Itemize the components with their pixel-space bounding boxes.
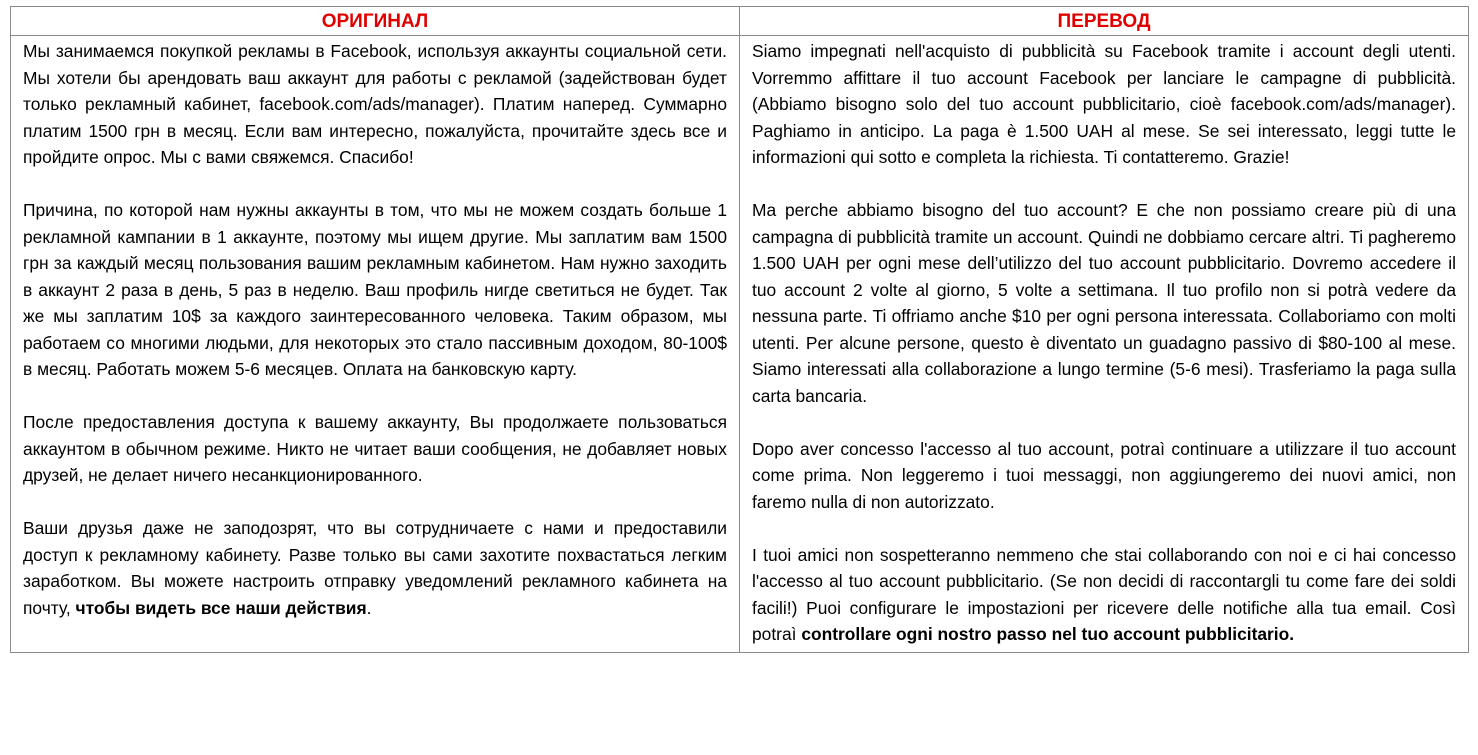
translation-paragraph-4-text: I tuoi amici non sospetteranno nemmeno che stai collaborando con noi e ci hai concesso l'accesso al tuo account pubblicitario. (Se non decidi di raccontargli tu come fare dei soldi facili!) Puoi configurare le impostazioni per ricevere delle notifiche alla tua email. Così potraì <box>752 544 1456 644</box>
header-row <box>11 7 1469 36</box>
translation-paragraph-2: Ma perche abbiamo bisogno del tuo account? E che non possiamo creare più di una campagna di pubblicità tramite un account. Quindi ne dobbiamo cercare altri. Ti pagheremo 1.500 UAH per ogni mese dell’utilizzo del tuo account pubblicitario. Dovremo accedere il tuo account 2 volte al giorno, 5 volte a settimana. Il tuo profilo non si potrà vedere da nessuna parte. Ti offriamo anche $10 per ogni persona interessata. Collaboriamo con molti utenti. Per alcune persone, questo è diventato un guadagno passivo di $80-100 al mese. Siamo interessati alla collaborazione a lungo termine (5-6 mesi). Trasferiamo la paga sulla carta bancaria. <box>752 200 1456 406</box>
translation-paragraph-3: Dopo aver concesso l'accesso al tuo account, potraì continuare a utilizzare il tuo account come prima. Non leggeremo i tuoi messaggi, non aggiungeremo dei nuovi amici, non faremo nulla di non autorizzato. <box>752 438 1456 512</box>
content-row <box>11 36 1469 653</box>
translation-paragraph-4 <box>752 542 1456 648</box>
original-paragraph-4-text: Ваши друзья даже не заподозрят, что вы сотрудничаете с нами и предоставили доступ к рекламному кабинету. Разве только вы сами захотите похвастаться легким заработком. Вы можете настроить отправку уведомлений рекламного кабинета на почту, <box>23 518 727 618</box>
original-paragraph-4 <box>23 515 727 621</box>
original-paragraph-4-bold: чтобы видеть все наши действия <box>75 597 367 618</box>
translation-paragraph-4-bold: controllare ogni nostro passo nel tuo account pubblicitario. <box>801 624 1295 644</box>
comparison-table <box>10 6 1469 653</box>
original-paragraph-2: Причина, по которой нам нужны аккаунты в том, что мы не можем создать больше 1 рекламной кампании в 1 аккаунте, поэтому мы ищем другие. Мы заплатим вам 1500 грн за каждый месяц пользования вашим рекламным кабинетом. Нам нужно заходить в аккаунт 2 раза в день, 5 раз в неделю. Ваш профиль нигде светиться не будет. Так же мы заплатим 10$ за каждого заинтересованного человека. Таким образом, мы работаем со многими людьми, для некоторых это стало пассивным доходом, 80-100$ в месяц. Работать можем 5-6 месяцев. Оплата на банковскую карту. <box>23 200 727 379</box>
translation-column <box>740 36 1469 653</box>
original-column <box>11 36 740 653</box>
original-paragraph-4-end: . <box>366 597 372 618</box>
original-paragraph-3: После предоставления доступа к вашему аккаунту, Вы продолжаете пользоваться аккаунтом в обычном режиме. Никто не читает ваши сообщения, не добавляет новых друзей, не делает ничего несанкционированного. <box>23 412 727 485</box>
original-header: ОРИГИНАЛ <box>11 7 740 36</box>
original-paragraph-1: Мы занимаемся покупкой рекламы в Facebook, используя аккаунты социальной сети. Мы хотели бы арендовать ваш аккаунт для работы с рекламой (задействован будет только рекламный кабинет, facebook.com/ads/manager). Платим наперед. Суммарно платим 1500 грн в месяц. Если вам интересно, пожалуйста, прочитайте здесь все и пройдите опрос. Мы с вами свяжемся. Спасибо! <box>23 41 727 167</box>
translation-header: ПЕРЕВОД <box>740 7 1469 36</box>
translation-paragraph-1: Siamo impegnati nell'acquisto di pubblicità su Facebook tramite i account degli utenti. Vorremmo affittare il tuo account Facebook per lanciare le campagne di pubblicità. (Abbiamo bisogno solo del tuo account pubblicitario, cioè facebook.com/ads/manager). Paghiamo in anticipo. La paga è 1.500 UAH al mese. Se sei interessato, leggi tutte le informazioni qui sotto e completa la richiesta. Ti contatteremo. Grazie! <box>752 41 1456 167</box>
